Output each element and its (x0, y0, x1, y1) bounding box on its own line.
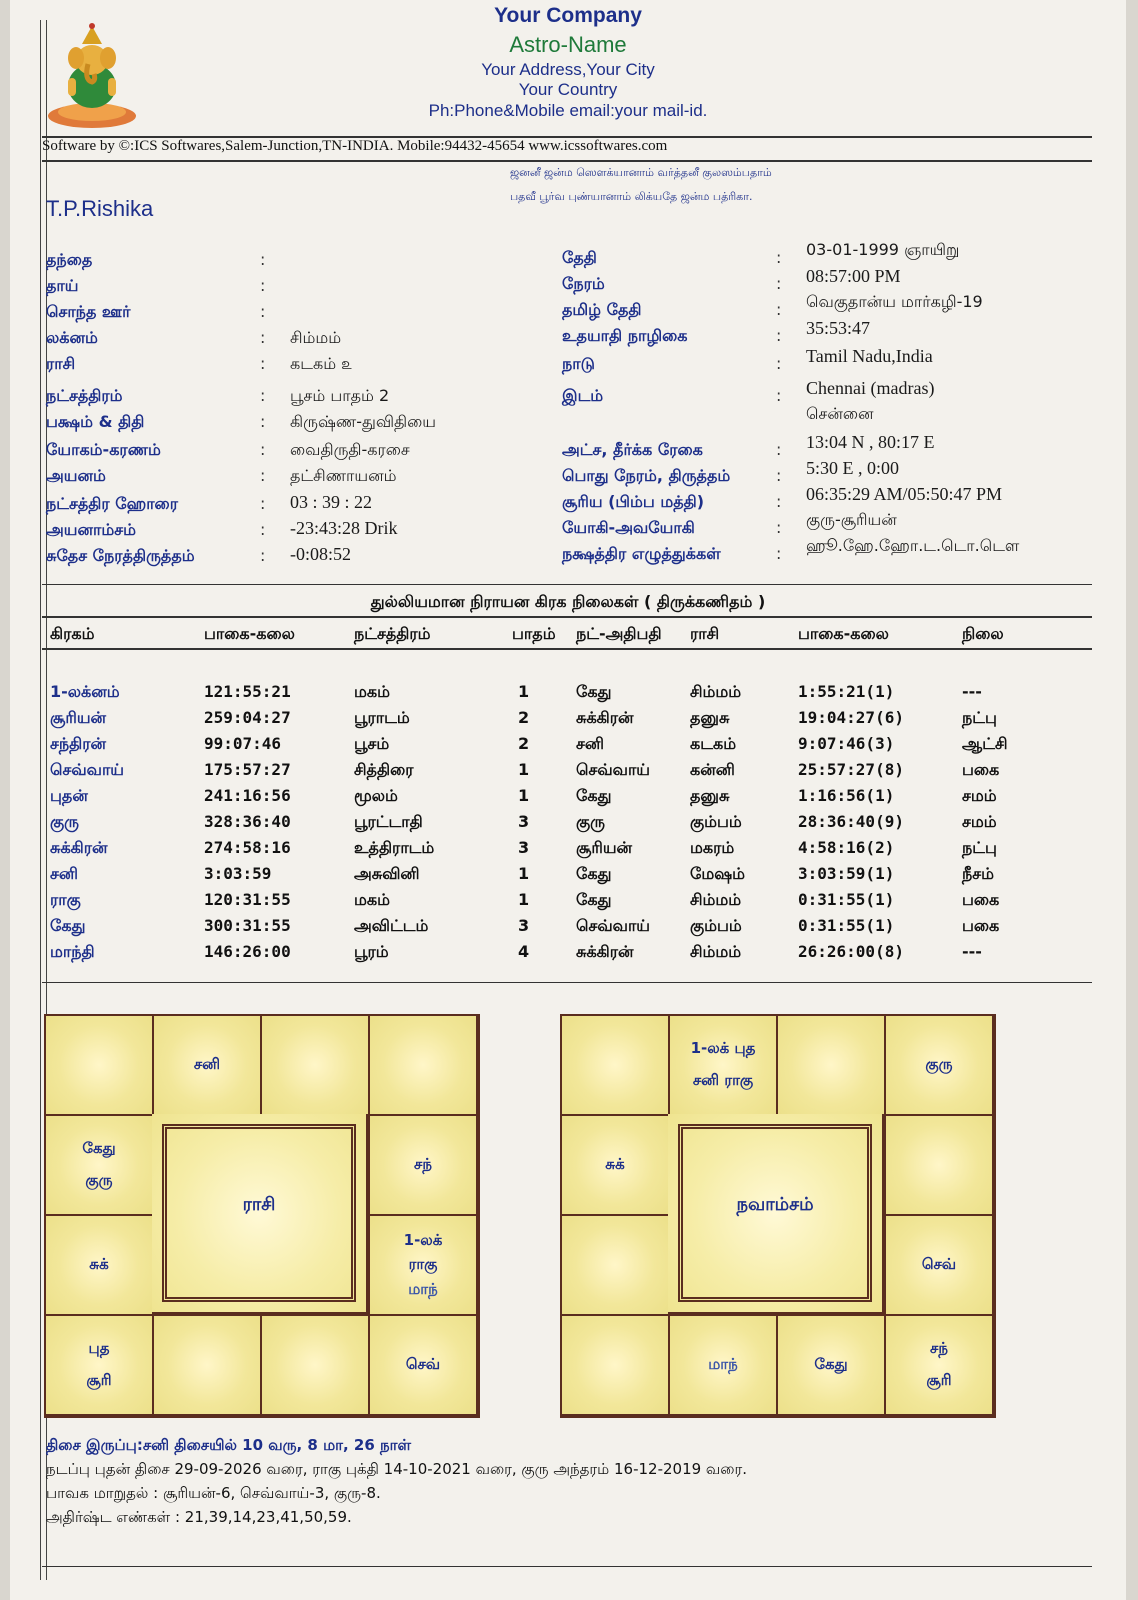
house-planet: மாந் (408, 1279, 438, 1298)
right-detail-colon: : (776, 354, 782, 373)
left-detail-value: கிருஷ்ண-துவிதியை (290, 412, 437, 431)
left-detail-label: சுதேச நேரத்திருத்தம் (46, 546, 195, 565)
table-cell: 146:26:00 (204, 942, 291, 961)
bhava-change: பாவக மாறுதல் : சூரியன்-6, செவ்வாய்-3, குரு-8. (46, 1484, 381, 1502)
divider (42, 982, 1092, 983)
table-cell: கேது (50, 916, 86, 935)
left-detail-colon: : (260, 250, 266, 269)
right-detail-value: 08:57:00 PM (806, 266, 901, 286)
left-detail-value: கடகம் ௨ (290, 354, 353, 373)
divider (42, 616, 1092, 618)
house-planet: 1-லக் புத (690, 1038, 756, 1057)
right-detail-label: நேரம் (562, 274, 605, 293)
table-cell: சனி (576, 734, 604, 753)
navamsa-chart-house (778, 1016, 884, 1114)
table-cell: 2 (518, 734, 530, 753)
house-planet: ராகு (408, 1255, 438, 1273)
table-cell: சிம்மம் (690, 942, 742, 961)
table-cell: நட்பு (962, 838, 997, 857)
table-cell: கேது (576, 682, 612, 701)
left-detail-label: யோகம்-கரணம் (46, 440, 161, 459)
rasi-chart-house (370, 1116, 476, 1214)
table-cell: --- (962, 942, 982, 961)
navamsa-chart-house (886, 1316, 992, 1414)
table-cell: செவ்வாய் (50, 760, 125, 779)
astro-name: Astro-Name (509, 32, 627, 57)
left-detail-colon: : (260, 412, 266, 431)
address: Your Address,Your City (481, 60, 655, 79)
left-detail-label: ராசி (46, 354, 76, 373)
contact-line: Ph:Phone&Mobile email:your mail-id. (428, 101, 708, 120)
rasi-chart-house (46, 1116, 152, 1214)
left-detail-colon: : (260, 440, 266, 459)
sloka-line-1: ஜனனீ ஜன்ம ஸௌக்யானாம் வர்த்தனீ குலஸம்பதாம் (510, 166, 772, 179)
table-cell: 28:36:40(9) (798, 812, 904, 831)
right-detail-colon: : (776, 492, 782, 511)
table-cell: கன்னி (690, 760, 735, 779)
table-cell: சூரியன் (576, 838, 633, 857)
right-detail-label: யோகி-அவயோகி (562, 518, 695, 537)
table-cell: சித்திரை (354, 760, 414, 779)
table-row (10, 838, 1126, 864)
divider (42, 160, 1092, 162)
table-cell: 121:55:21 (204, 682, 291, 701)
rasi-chart-house (154, 1016, 260, 1114)
table-header-cell: ராசி (690, 624, 720, 643)
right-detail-colon: : (776, 440, 782, 459)
rasi-chart-house (46, 1316, 152, 1414)
house-planet: சனி ராகு (692, 1071, 754, 1090)
house-planet: சூரி (926, 1371, 952, 1390)
right-detail-label: பொது நேரம், திருத்தம் (562, 466, 731, 485)
table-cell: பகை (962, 890, 1000, 909)
house-planet: செவ் (921, 1255, 957, 1273)
table-cell: 1-லக்னம் (50, 682, 120, 701)
table-cell: மூலம் (354, 786, 398, 805)
right-detail-value: 03-01-1999 ஞாயிறு (806, 240, 960, 259)
table-row (10, 812, 1126, 838)
table-cell: சூரியன் (50, 708, 107, 727)
house-planet: சூரி (86, 1371, 112, 1390)
table-cell: செவ்வாய் (576, 916, 651, 935)
table-cell: அசுவினி (354, 864, 420, 883)
table-cell: 9:07:46(3) (798, 734, 895, 753)
table-cell: 3:03:59(1) (798, 864, 895, 883)
table-cell: --- (962, 682, 982, 701)
table-row (10, 890, 1126, 916)
navamsa-chart-house (562, 1016, 668, 1114)
table-header-cell: பாகை-கலை (204, 624, 295, 643)
table-cell: 19:04:27(6) (798, 708, 904, 727)
software-credit: Software by ©:ICS Softwares,Salem-Junction,TN-INDIA. Mobile:94432-45654 www.icssoftwares.com (42, 138, 668, 154)
current-dasa: நடப்பு புதன் திசை 29-09-2026 வரை, ராகு புக்தி 14-10-2021 வரை, குரு அந்தரம் 16-12-2019 வரை. (46, 1460, 747, 1478)
left-detail-value: பூசம் பாதம் 2 (290, 386, 390, 405)
navamsa-chart-center (668, 1114, 882, 1312)
house-planet: மாந் (708, 1355, 738, 1373)
right-detail-label: சூரிய (பிம்ப மத்தி) (562, 492, 705, 511)
left-detail-label: அயனாம்சம் (46, 520, 136, 539)
table-cell: கடகம் (690, 734, 737, 753)
table-cell: 0:31:55(1) (798, 916, 895, 935)
rasi-chart-house (46, 1016, 152, 1114)
horoscope-sheet (10, 0, 1126, 1600)
table-cell: 4 (518, 942, 530, 961)
house-planet: புத (88, 1338, 110, 1357)
table-cell: 3 (518, 916, 530, 935)
lucky-numbers: அதிர்ஷ்ட எண்கள் : 21,39,14,23,41,50,59. (46, 1508, 352, 1526)
table-row (10, 708, 1126, 734)
house-planet: சுக் (605, 1155, 625, 1173)
navamsa-chart-house (886, 1016, 992, 1114)
rasi-chart-house (46, 1216, 152, 1314)
right-detail-colon: : (776, 274, 782, 293)
table-header-cell: நட்-அதிபதி (576, 624, 662, 643)
rasi-chart-house (370, 1016, 476, 1114)
navamsa-chart-house (562, 1316, 668, 1414)
table-cell: 99:07:46 (204, 734, 282, 753)
table-cell: பூராடம் (354, 708, 410, 727)
right-detail-label: நக்ஷத்திர எழுத்துக்கள் (562, 544, 721, 563)
table-cell: சமம் (962, 786, 997, 805)
planet-table-title: துல்லியமான நிராயன கிரக நிலைகள் ( திருக்கணிதம் ) (370, 592, 766, 611)
right-detail-colon: : (776, 544, 782, 563)
right-detail-value: வெகுதான்ய மார்கழி-19 (806, 292, 983, 311)
right-detail-value: ஹூ.ஹே.ஹோ.ட.டொ.டௌ (806, 536, 1020, 555)
table-header-cell: நட்சத்திரம் (354, 624, 431, 643)
house-planet: சனி (193, 1055, 221, 1073)
right-detail-label: அட்ச, தீர்க்க ரேகை (562, 440, 703, 459)
house-planet: சந் (930, 1338, 948, 1357)
navamsa-chart-house (778, 1316, 884, 1414)
right-detail-label: நாடு (562, 354, 595, 373)
right-detail-value: 06:35:29 AM/05:50:47 PM (806, 484, 1003, 504)
divider (42, 584, 1092, 585)
table-cell: கேது (576, 864, 612, 883)
table-cell: குரு (576, 812, 605, 831)
right-detail-colon: : (776, 466, 782, 485)
left-detail-colon: : (260, 520, 266, 539)
left-detail-label: லக்னம் (46, 328, 98, 347)
table-cell: கும்பம் (690, 812, 742, 831)
right-detail-value: Chennai (madras) (806, 378, 935, 398)
house-planet: குரு (925, 1055, 953, 1073)
right-detail-value: Tamil Nadu,India (806, 346, 933, 366)
table-cell: நட்பு (962, 708, 997, 727)
left-detail-label: பக்ஷம் & திதி (46, 412, 145, 431)
table-row (10, 916, 1126, 942)
table-cell: சந்திரன் (50, 734, 107, 753)
left-detail-colon: : (260, 546, 266, 565)
table-row (10, 864, 1126, 890)
navamsa-chart-house (670, 1316, 776, 1414)
table-cell: 1 (518, 890, 530, 909)
right-detail-value: சென்னை (806, 404, 874, 423)
rasi-chart-house (262, 1316, 368, 1414)
left-detail-label: தாய் (46, 276, 79, 295)
right-detail-value: குரு-சூரியன் (806, 510, 897, 529)
navamsa-chart-title: நவாம்சம் (736, 1194, 814, 1215)
table-cell: மேஷம் (690, 864, 746, 883)
table-cell: 0:31:55(1) (798, 890, 895, 909)
navamsa-chart-house (886, 1216, 992, 1314)
table-cell: கேது (576, 890, 612, 909)
table-cell: 1 (518, 682, 530, 701)
table-cell: செவ்வாய் (576, 760, 651, 779)
table-cell: 120:31:55 (204, 890, 291, 909)
table-row (10, 734, 1126, 760)
table-cell: நீசம் (962, 864, 994, 883)
table-cell: 1 (518, 760, 530, 779)
table-cell: 241:16:56 (204, 786, 291, 805)
person-name: T.P.Rishika (46, 196, 154, 221)
table-cell: 259:04:27 (204, 708, 291, 727)
table-cell: ராகு (50, 890, 81, 909)
table-cell: 1 (518, 864, 530, 883)
left-detail-colon: : (260, 466, 266, 485)
table-cell: 3:03:59 (204, 864, 272, 883)
table-cell: பூரட்டாதி (354, 812, 423, 831)
left-detail-label: நட்சத்திரம் (46, 386, 123, 405)
left-detail-value: சிம்மம் (290, 328, 342, 347)
table-cell: 25:57:27(8) (798, 760, 904, 779)
table-header-cell: நிலை (962, 624, 1004, 643)
company-name: Your Company (494, 4, 642, 27)
rasi-chart-house (370, 1316, 476, 1414)
navamsa-chart-house (562, 1116, 668, 1214)
table-cell: 175:57:27 (204, 760, 291, 779)
table-header-cell: கிரகம் (50, 624, 95, 643)
table-cell: சுக்கிரன் (50, 838, 108, 857)
left-detail-value: -0:08:52 (290, 544, 351, 564)
table-cell: 300:31:55 (204, 916, 291, 935)
table-cell: 4:58:16(2) (798, 838, 895, 857)
rasi-chart-center (152, 1114, 366, 1312)
right-detail-label: உதயாதி நாழிகை (562, 326, 688, 345)
right-detail-colon: : (776, 326, 782, 345)
table-cell: 26:26:00(8) (798, 942, 904, 961)
house-planet: கேது (82, 1138, 116, 1157)
right-detail-colon: : (776, 386, 782, 405)
house-planet: செவ் (405, 1355, 441, 1373)
rasi-chart-house (370, 1216, 476, 1314)
left-detail-colon: : (260, 386, 266, 405)
rasi-chart (44, 1014, 480, 1418)
right-detail-label: தமிழ் தேதி (562, 300, 642, 319)
right-detail-label: தேதி (562, 248, 597, 267)
table-header-cell: பாதம் (512, 624, 556, 643)
left-detail-colon: : (260, 302, 266, 321)
table-cell: பூரம் (354, 942, 389, 961)
table-cell: கேது (576, 786, 612, 805)
left-detail-value: தட்சிணாயனம் (290, 466, 397, 485)
navamsa-chart-house (562, 1216, 668, 1314)
table-row (10, 760, 1126, 786)
table-cell: குரு (50, 812, 79, 831)
table-cell: 1 (518, 786, 530, 805)
navamsa-chart (560, 1014, 996, 1418)
left-detail-colon: : (260, 354, 266, 373)
table-cell: 274:58:16 (204, 838, 291, 857)
table-cell: 3 (518, 812, 530, 831)
house-planet: சுக் (89, 1255, 109, 1273)
divider (42, 1566, 1092, 1567)
navamsa-chart-house (886, 1116, 992, 1214)
table-header-cell: பாகை-கலை (798, 624, 889, 643)
table-cell: பூசம் (354, 734, 390, 753)
sloka-line-2: பதவீ பூர்வ புண்யானாம் லிக்யதே ஜன்ம பத்ரிகா. (510, 190, 753, 203)
table-cell: சிம்மம் (690, 682, 742, 701)
dasa-balance: திசை இருப்பு:சனி திசையில் 10 வரு, 8 மா, 26 நாள் (46, 1436, 412, 1454)
left-detail-colon: : (260, 494, 266, 513)
left-detail-label: தந்தை (46, 250, 93, 269)
left-detail-value: 03 : 39 : 22 (290, 492, 373, 512)
rasi-chart-house (154, 1316, 260, 1414)
table-cell: பகை (962, 760, 1000, 779)
left-detail-value: -23:43:28 Drik (290, 518, 398, 538)
right-detail-colon: : (776, 518, 782, 537)
country: Your Country (518, 80, 618, 99)
table-cell: மகரம் (690, 838, 735, 857)
table-cell: சமம் (962, 812, 997, 831)
left-detail-label: சொந்த ஊர் (46, 302, 131, 321)
table-cell: மாந்தி (50, 942, 95, 961)
table-cell: 1:16:56(1) (798, 786, 895, 805)
left-detail-value: வைதிருதி-கரசை (290, 440, 410, 459)
table-row (10, 682, 1126, 708)
rasi-chart-title: ராசி (242, 1194, 276, 1215)
right-detail-colon: : (776, 300, 782, 319)
right-detail-colon: : (776, 248, 782, 267)
table-cell: பகை (962, 916, 1000, 935)
right-detail-value: 35:53:47 (806, 318, 871, 338)
house-planet: சந் (414, 1155, 432, 1173)
table-row (10, 942, 1126, 968)
table-cell: சுக்கிரன் (576, 942, 634, 961)
table-cell: புதன் (50, 786, 88, 805)
right-detail-value: 13:04 N , 80:17 E (806, 432, 935, 452)
table-cell: ஆட்சி (962, 734, 1008, 753)
house-planet: 1-லக் (403, 1230, 443, 1249)
right-detail-value: 5:30 E , 0:00 (806, 458, 899, 478)
right-detail-label: இடம் (562, 386, 604, 405)
left-detail-colon: : (260, 328, 266, 347)
table-cell: 2 (518, 708, 530, 727)
table-cell: உத்திராடம் (354, 838, 435, 857)
table-cell: சுக்கிரன் (576, 708, 634, 727)
table-cell: மகம் (354, 682, 390, 701)
navamsa-chart-house (670, 1016, 776, 1114)
left-detail-colon: : (260, 276, 266, 295)
rasi-chart-house (262, 1016, 368, 1114)
table-cell: 3 (518, 838, 530, 857)
table-cell: சிம்மம் (690, 890, 742, 909)
left-detail-label: நட்சத்திர ஹோரை (46, 494, 178, 513)
table-cell: கும்பம் (690, 916, 742, 935)
table-cell: 1:55:21(1) (798, 682, 895, 701)
table-cell: தனுசு (690, 708, 730, 727)
table-row (10, 786, 1126, 812)
divider (42, 648, 1092, 650)
table-cell: அவிட்டம் (354, 916, 429, 935)
house-planet: குரு (85, 1171, 113, 1190)
table-cell: தனுசு (690, 786, 730, 805)
table-cell: சனி (50, 864, 78, 883)
house-planet: கேது (814, 1355, 848, 1373)
left-detail-label: அயனம் (46, 466, 106, 485)
table-cell: மகம் (354, 890, 390, 909)
table-cell: 328:36:40 (204, 812, 291, 831)
